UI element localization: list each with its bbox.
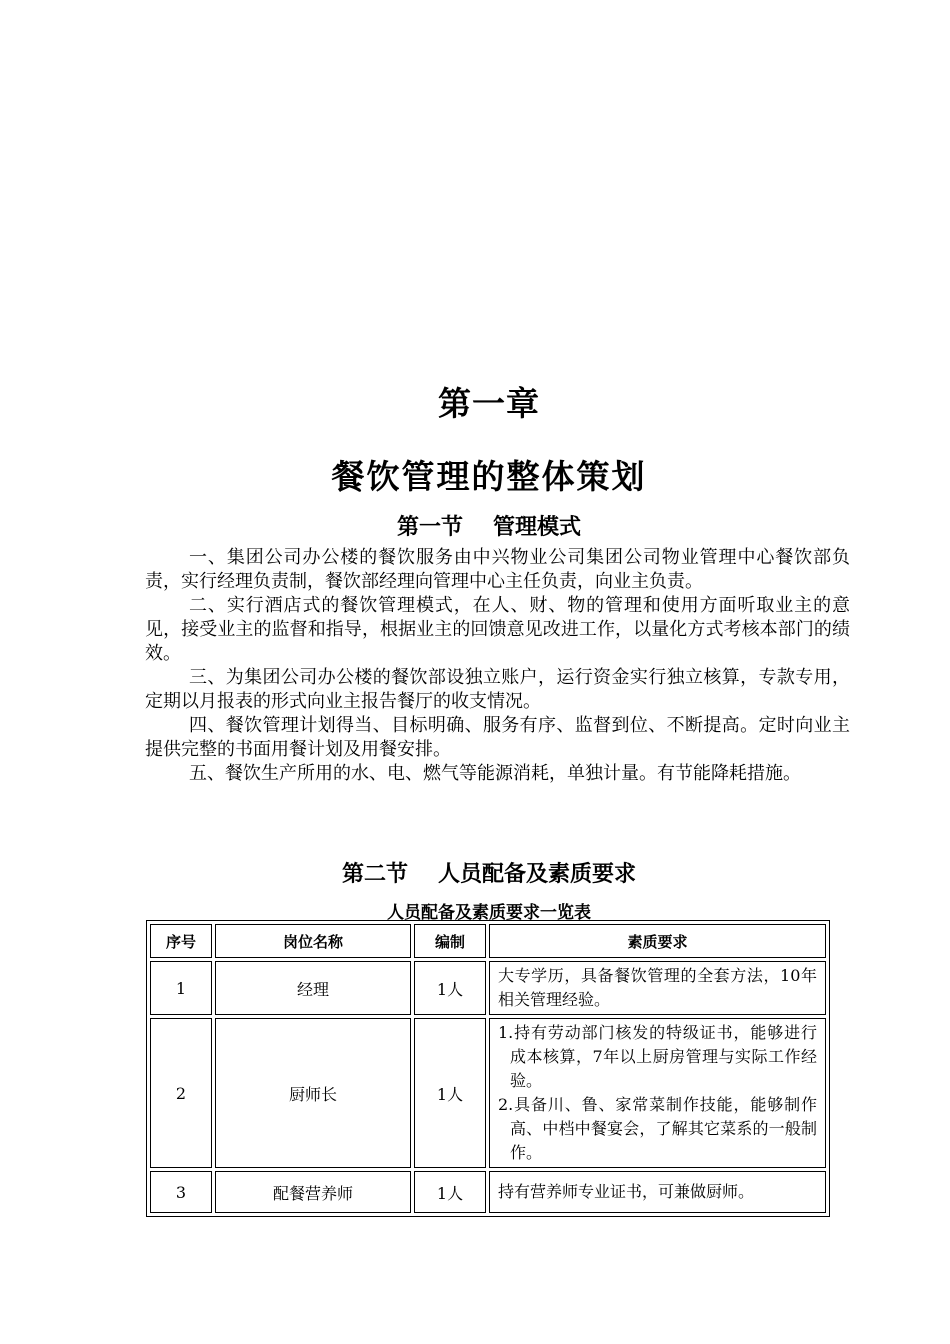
header-requirements: 素质要求 <box>489 924 826 958</box>
table-row <box>150 1171 826 1213</box>
header-position: 岗位名称 <box>215 924 411 958</box>
cell-quota: 1人 <box>414 961 486 1015</box>
cell-quota: 1人 <box>414 1018 486 1168</box>
cell-requirements <box>489 961 826 1015</box>
requirement-item: 2.具备川、鲁、家常菜制作技能，能够制作高、中档中餐宴会，了解其它菜系的一般制作。 <box>498 1095 817 1162</box>
paragraph: 五、餐饮生产所用的水、电、燃气等能源消耗，单独计量。有节能降耗措施。 <box>189 763 801 784</box>
table-row <box>150 961 826 1015</box>
table-caption: 人员配备及素质要求一览表 <box>387 903 591 923</box>
chapter-title: 餐饮管理的整体策划 <box>331 457 647 496</box>
table-header-row <box>150 924 826 958</box>
section-title: 管理模式 <box>493 515 582 540</box>
cell-no: 1 <box>150 961 212 1015</box>
paragraph: 四、餐饮管理计划得当、目标明确、服务有序、监督到位、不断提高。定时向业主提供完整的书面用餐计划及用餐安排。 <box>145 715 850 760</box>
requirement-item: 1.持有劳动部门核发的特级证书，能够进行成本核算，7年以上厨房管理与实际工作经验。 <box>498 1023 817 1090</box>
section-number: 第一节 <box>396 515 463 540</box>
requirement-text: 持有营养师专业证书，可兼做厨师。 <box>498 1182 755 1201</box>
header-no: 序号 <box>150 924 212 958</box>
cell-position: 厨师长 <box>215 1018 411 1168</box>
cell-quota: 1人 <box>414 1171 486 1213</box>
cell-no: 2 <box>150 1018 212 1168</box>
cell-position: 经理 <box>215 961 411 1015</box>
paragraph: 一、集团公司办公楼的餐饮服务由中兴物业公司集团公司物业管理中心餐饮部负责，实行经理负责制，餐饮部经理向管理中心主任负责，向业主负责。 <box>145 547 850 592</box>
paragraph: 二、实行酒店式的餐饮管理模式，在人、财、物的管理和使用方面听取业主的意见，接受业主的监督和指导，根据业主的回馈意见改进工作，以量化方式考核本部门的绩效。 <box>145 595 850 664</box>
cell-requirements <box>489 1171 826 1213</box>
table-row <box>150 1018 826 1168</box>
paragraph: 三、为集团公司办公楼的餐饮部设独立账户，运行资金实行独立核算，专款专用，定期以月报表的形式向业主报告餐厅的收支情况。 <box>145 667 850 712</box>
header-quota: 编制 <box>414 924 486 958</box>
cell-requirements <box>489 1018 826 1168</box>
body-paragraphs <box>145 546 850 786</box>
requirement-text: 大专学历，具备餐饮管理的全套方法，10年相关管理经验。 <box>498 966 817 1009</box>
cell-position: 配餐营养师 <box>215 1171 411 1213</box>
section-heading-2 <box>0 857 950 888</box>
staffing-table <box>146 920 830 1217</box>
section-title: 人员配备及素质要求 <box>438 862 637 887</box>
chapter-number: 第一章 <box>438 384 540 423</box>
cell-no: 3 <box>150 1171 212 1213</box>
section-number: 第二节 <box>341 862 408 887</box>
section-heading-1 <box>0 510 950 541</box>
